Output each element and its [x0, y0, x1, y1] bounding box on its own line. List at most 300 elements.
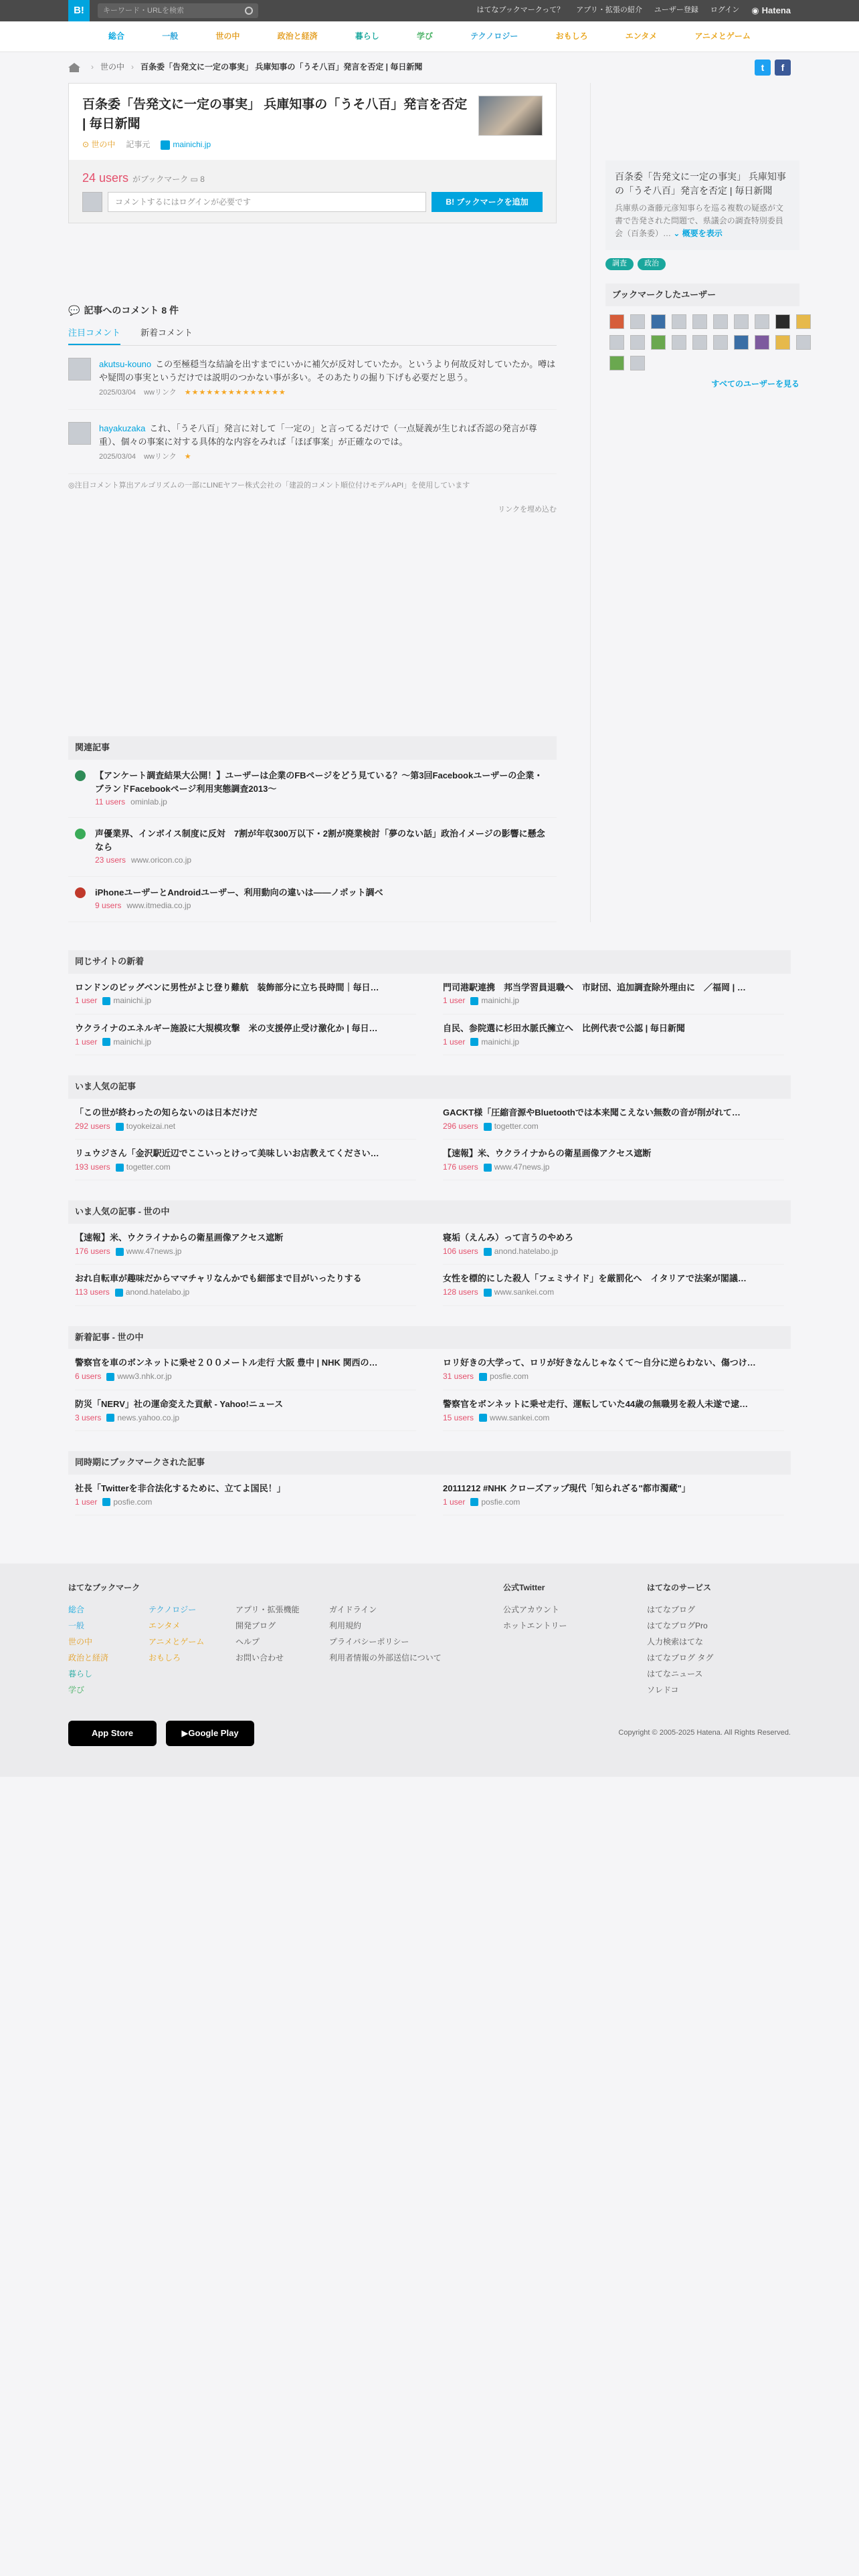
- list-item[interactable]: [443, 1224, 784, 1265]
- footer-link[interactable]: 利用者情報の外部送信について: [329, 1653, 442, 1663]
- copyright: Copyright © 2005-2025 Hatena. All Rights Reserved.: [618, 1729, 791, 1737]
- footer-link[interactable]: お問い合わせ: [235, 1653, 284, 1663]
- show-summary-link[interactable]: [673, 229, 722, 238]
- list-item-title[interactable]: 社長「Twitterを非合法化するために、立てよ国民！」: [75, 1483, 286, 1493]
- favicon-icon: [106, 1414, 114, 1422]
- twitter-icon[interactable]: t: [755, 60, 771, 76]
- list-item[interactable]: [443, 974, 784, 1014]
- article-list-block: [68, 950, 791, 1055]
- related-domain[interactable]: www.itmedia.co.jp: [126, 901, 191, 911]
- list-item-title[interactable]: 【速報】米、ウクライナからの衛星画像アクセス遮断: [75, 1232, 284, 1243]
- favicon-icon: [479, 1373, 487, 1381]
- user-avatar[interactable]: [692, 335, 707, 350]
- sidebar: [590, 83, 799, 922]
- favicon-icon: [484, 1164, 492, 1172]
- user-avatar[interactable]: [609, 314, 624, 329]
- user-avatar[interactable]: [755, 335, 769, 350]
- list-item-users[interactable]: 1 user: [75, 1037, 98, 1047]
- list-item[interactable]: [443, 1014, 784, 1055]
- avatar[interactable]: [68, 358, 91, 381]
- user-avatar[interactable]: [609, 356, 624, 370]
- related-meta: [95, 796, 550, 808]
- app-store-button[interactable]: [68, 1721, 157, 1746]
- related-heading: 関連記事: [68, 736, 557, 760]
- list-item-title[interactable]: 女性を標的にした殺人「フェミサイド」を厳罰化へ イタリアで法案が閣議…: [443, 1273, 747, 1284]
- hatebu-logo[interactable]: B!: [68, 0, 90, 21]
- list-item-domain[interactable]: mainichi.jp: [113, 996, 152, 1006]
- list-item-users[interactable]: 6 users: [75, 1372, 102, 1382]
- footer-hatebu: [68, 1582, 503, 1698]
- list-item-users[interactable]: 193 users: [75, 1162, 110, 1172]
- entry-summary-card: [605, 160, 799, 250]
- footer-services: [647, 1582, 713, 1698]
- top-nav: [476, 5, 791, 17]
- related-users[interactable]: 23 users: [95, 855, 126, 865]
- article-list-block: [68, 1200, 791, 1305]
- user-avatar[interactable]: [755, 314, 769, 329]
- footer-category-link[interactable]: エンタメ: [149, 1621, 181, 1631]
- avatar: [82, 192, 102, 212]
- login-link[interactable]: ログイン: [710, 6, 740, 15]
- list-item-domain[interactable]: mainichi.jp: [113, 1037, 152, 1047]
- footer-category-link[interactable]: 政治と経済: [68, 1653, 109, 1663]
- entry-category[interactable]: [82, 139, 115, 150]
- user-avatar[interactable]: [775, 314, 790, 329]
- list-item-users[interactable]: 113 users: [75, 1287, 110, 1297]
- list-item-users[interactable]: 15 users: [443, 1412, 474, 1422]
- footer-service-link[interactable]: ソレドコ: [647, 1685, 679, 1695]
- favicon-icon: [470, 1498, 478, 1506]
- list-item-title[interactable]: 防災「NERV」社の運命変えた貢献 - Yahoo!ニュース: [75, 1398, 284, 1409]
- list-item-title[interactable]: ロンドンのビッグベンに男性がよじ登り難航 装飾部分に立ち長時間｜毎日…: [75, 982, 379, 992]
- summary-desc-text: 兵庫県の斎藤元彦知事らを巡る複数の疑惑が文書で告発された問題で、県議会の調査特別委員会（百条委）…: [615, 203, 784, 239]
- comment-footer: [99, 387, 557, 399]
- list-item[interactable]: [75, 1390, 416, 1431]
- article-list: [68, 1349, 791, 1430]
- list-item-meta: [75, 1121, 416, 1132]
- list-item-meta: [443, 1037, 784, 1048]
- category-tab[interactable]: テクノロジー: [470, 31, 518, 41]
- chevron-down-icon: ⌄: [673, 229, 682, 239]
- favicon-icon: [102, 1038, 110, 1046]
- list-item-title[interactable]: おれ自転車が趣味だからママチャリなんかでも細部まで目がいったりする: [75, 1273, 362, 1284]
- summary-title[interactable]: 百条委「告発文に一定の事実」 兵庫知事の「うそ八百」発言を否定 | 毎日新聞: [615, 171, 786, 196]
- related-meta: [95, 900, 383, 911]
- list-item-domain[interactable]: www.sankei.com: [490, 1412, 550, 1422]
- footer-category-link[interactable]: テクノロジー: [149, 1605, 197, 1615]
- favicon-icon: [115, 1289, 123, 1297]
- list-item-users[interactable]: 1 user: [443, 1497, 466, 1507]
- category-tab[interactable]: 政治と経済: [277, 31, 318, 41]
- summary-desc: [615, 202, 790, 241]
- footer-link[interactable]: 開発ブログ: [235, 1621, 276, 1631]
- footer-category-link[interactable]: 一般: [68, 1621, 85, 1631]
- list-item-domain[interactable]: togetter.com: [494, 1121, 539, 1131]
- footer-service-link[interactable]: はてなブログPro: [647, 1621, 708, 1631]
- comments-section: [68, 304, 557, 516]
- list-item[interactable]: [75, 1475, 416, 1515]
- tag-list: [605, 258, 791, 270]
- list-item-meta: [443, 1121, 784, 1132]
- article-list: [68, 1099, 791, 1180]
- comment-date[interactable]: 2025/03/04: [99, 388, 136, 397]
- related-item[interactable]: [68, 877, 557, 922]
- comment-links[interactable]: wwリンク: [144, 388, 177, 397]
- main-column: [68, 83, 557, 922]
- list-item-domain[interactable]: posfie.com: [481, 1497, 520, 1507]
- comment-username[interactable]: hayakuzaka: [99, 423, 146, 433]
- list-item-domain[interactable]: www.sankei.com: [494, 1287, 555, 1297]
- list-item-title[interactable]: ウクライナのエネルギー施設に大規模攻撃 米の支援停止受け激化か | 毎日…: [75, 1023, 378, 1033]
- list-item-title[interactable]: 自民、参院選に杉田水脈氏擁立へ 比例代表で公認 | 毎日新聞: [443, 1023, 685, 1033]
- list-item-meta: [75, 1497, 416, 1508]
- footer-category-link[interactable]: おもしろ: [149, 1653, 181, 1663]
- list-item-users[interactable]: 3 users: [75, 1412, 102, 1422]
- footer: [0, 1564, 859, 1777]
- list-item-users[interactable]: 292 users: [75, 1121, 110, 1131]
- apps-link[interactable]: アプリ・拡張の紹介: [576, 6, 642, 15]
- comments-heading: [68, 304, 557, 317]
- search-icon[interactable]: [245, 7, 253, 15]
- share-buttons: [755, 60, 791, 76]
- list-item-meta: [443, 1287, 784, 1298]
- list-item[interactable]: [75, 1140, 416, 1180]
- list-item-users[interactable]: 296 users: [443, 1121, 478, 1131]
- list-item-domain[interactable]: mainichi.jp: [481, 1037, 520, 1047]
- breadcrumb: [68, 52, 791, 83]
- article-source-label: 記事元: [126, 140, 151, 149]
- entry-meta: [82, 139, 478, 150]
- play-icon: ▶: [181, 1727, 189, 1738]
- list-item-meta: [75, 1371, 416, 1382]
- related-title[interactable]: 声優業界、インボイス制度に反対 7割が年収300万以下・2割が廃業検討「夢のない話」政治イメージの影響に懸念なら: [95, 829, 545, 852]
- list-item-title[interactable]: ロリ好きの大学って、ロリが好きなんじゃなくて〜自分に逆らわない、傷つけ…: [443, 1358, 756, 1368]
- list-heading: 同時期にブックマークされた記事: [68, 1451, 791, 1475]
- entry-thumbnail[interactable]: [478, 96, 543, 136]
- list-item-domain[interactable]: posfie.com: [113, 1497, 153, 1507]
- bookmark-area: [69, 160, 556, 223]
- star-rating[interactable]: ★: [184, 453, 192, 461]
- user-avatar[interactable]: [630, 335, 645, 350]
- comment-text-line: [99, 422, 557, 449]
- list-item-title[interactable]: 【速報】米、ウクライナからの衛星画像アクセス遮断: [443, 1148, 652, 1159]
- list-item-users[interactable]: 31 users: [443, 1372, 474, 1382]
- article-list: [68, 1475, 791, 1515]
- category-icon: ⊙: [82, 140, 92, 149]
- site-favicon-icon: [75, 829, 86, 839]
- category-tab[interactable]: 総合: [108, 31, 125, 41]
- list-item[interactable]: [443, 1099, 784, 1140]
- list-item-meta: [443, 1246, 784, 1257]
- breadcrumb-current: 百条委「告発文に一定の事実」 兵庫知事の「うそ八百」発言を否定 | 毎日新聞: [140, 62, 423, 72]
- google-play-label: Google Play: [188, 1727, 239, 1738]
- search-input[interactable]: [103, 7, 245, 15]
- list-item[interactable]: [443, 1349, 784, 1390]
- list-item-title[interactable]: 寝垢（えんみ）って言うのやめろ: [443, 1232, 574, 1243]
- comment-item: [68, 410, 557, 474]
- footer-twitter-link[interactable]: 公式アカウント: [503, 1605, 559, 1615]
- user-avatar[interactable]: [796, 335, 811, 350]
- list-item-meta: [75, 995, 416, 1006]
- hatena-logo[interactable]: [751, 5, 791, 17]
- list-heading: 同じサイトの新着: [68, 950, 791, 974]
- footer-category-link[interactable]: 暮らし: [68, 1669, 93, 1679]
- footer-link[interactable]: ガイドライン: [329, 1605, 377, 1615]
- list-item-title[interactable]: 「この世が終わったの知らないのは日本だけだ: [75, 1107, 258, 1117]
- list-item-users[interactable]: 1 user: [75, 996, 98, 1006]
- list-item-domain[interactable]: www.47news.jp: [126, 1246, 182, 1256]
- list-item-domain[interactable]: mainichi.jp: [481, 996, 520, 1006]
- speech-bubble-icon: 💬: [68, 305, 80, 316]
- users-count[interactable]: [82, 169, 543, 187]
- footer-services-title: はてなのサービス: [647, 1583, 712, 1592]
- comment-date[interactable]: 2025/03/04: [99, 453, 136, 461]
- list-item-users[interactable]: 106 users: [443, 1246, 478, 1256]
- list-item-meta: [75, 1412, 416, 1424]
- favicon-icon: [102, 1498, 110, 1506]
- article-list-block: [68, 1075, 791, 1180]
- list-item-domain[interactable]: posfie.com: [490, 1372, 529, 1382]
- list-item[interactable]: [75, 1265, 416, 1305]
- comment-text: これ、「うそ八百」発言に対して「一定の」と言ってるだけで（一点疑義が生じれば否認の発言が尊重）、個々の事案に対する具体的な内容をみれば「ほぼ事案」が正確なのでは。: [99, 423, 537, 447]
- footer-twitter-link[interactable]: ホットエントリー: [503, 1621, 567, 1631]
- list-item-domain[interactable]: anond.hatelabo.jp: [125, 1287, 190, 1297]
- list-item[interactable]: [443, 1265, 784, 1305]
- user-avatar[interactable]: [734, 335, 749, 350]
- category-tab[interactable]: 一般: [162, 31, 179, 41]
- user-avatar[interactable]: [672, 335, 686, 350]
- comments-heading-text: 記事へのコメント 8 件: [84, 305, 179, 316]
- home-icon[interactable]: [68, 63, 80, 72]
- footer-category-link[interactable]: アニメとゲーム: [149, 1637, 205, 1647]
- list-item[interactable]: [75, 1349, 416, 1390]
- related-section: [68, 736, 557, 922]
- favicon-icon: [161, 140, 170, 150]
- star-rating[interactable]: ★★★★★★★★★★★★★★: [184, 388, 286, 397]
- list-item[interactable]: [75, 1099, 416, 1140]
- comment-tabs: [68, 327, 557, 346]
- user-avatar[interactable]: [651, 335, 666, 350]
- category-tab[interactable]: 暮らし: [355, 31, 379, 41]
- list-item-domain[interactable]: www3.nhk.or.jp: [117, 1372, 172, 1382]
- footer-service-link[interactable]: はてなブログ タグ: [647, 1653, 714, 1663]
- tab-new[interactable]: 新着コメント: [140, 327, 193, 338]
- google-play-button[interactable]: [166, 1721, 254, 1746]
- user-avatar[interactable]: [692, 314, 707, 329]
- list-item-users[interactable]: 1 user: [75, 1497, 98, 1507]
- favicon-icon: [116, 1123, 124, 1131]
- favicon-icon: [484, 1248, 492, 1256]
- comment-body: [99, 422, 557, 463]
- user-avatar[interactable]: [713, 314, 728, 329]
- user-avatar[interactable]: [775, 335, 790, 350]
- list-item-meta: [443, 1497, 784, 1508]
- comment-icon: ▭: [190, 175, 198, 185]
- list-item-meta: [75, 1037, 416, 1048]
- footer-category-link[interactable]: 世の中: [68, 1637, 93, 1647]
- related-users[interactable]: 11 users: [95, 797, 126, 807]
- list-item[interactable]: [75, 1014, 416, 1055]
- footer-twitter-title: 公式Twitter: [503, 1583, 545, 1592]
- footer-link[interactable]: 利用規約: [329, 1621, 362, 1631]
- footer-link[interactable]: アプリ・拡張機能: [235, 1605, 300, 1615]
- favicon-icon: [106, 1373, 114, 1381]
- add-bookmark-button[interactable]: B! ブックマークを追加: [432, 192, 543, 212]
- footer-category-link[interactable]: 総合: [68, 1605, 85, 1615]
- entry-domain[interactable]: [161, 139, 211, 150]
- entry-domain-text: mainichi.jp: [173, 140, 211, 149]
- list-item-users[interactable]: 176 users: [443, 1162, 478, 1172]
- favicon-icon: [102, 997, 110, 1005]
- article-list-block: [68, 1326, 791, 1431]
- favicon-icon: [484, 1123, 492, 1131]
- related-item[interactable]: [68, 760, 557, 818]
- footer-link[interactable]: ヘルプ: [235, 1637, 260, 1647]
- category-tab[interactable]: アニメとゲーム: [694, 31, 751, 41]
- list-item[interactable]: [75, 1224, 416, 1265]
- related-domain[interactable]: ominlab.jp: [130, 797, 167, 807]
- facebook-icon[interactable]: f: [775, 60, 791, 76]
- category-tab[interactable]: 世の中: [215, 31, 240, 41]
- entry-box: [68, 83, 557, 223]
- bookmark-label: がブックマーク: [132, 175, 189, 185]
- footer-service-link[interactable]: はてなニュース: [647, 1669, 703, 1679]
- list-item-title[interactable]: 門司港駅連携 邦当学習員退職へ 市財団、追加調査除外理由に ／福岡 | …: [443, 982, 746, 992]
- footer-hatebu-title: はてなブックマーク: [68, 1583, 140, 1592]
- list-item-domain[interactable]: toyokeizai.net: [126, 1121, 176, 1131]
- entry-title[interactable]: 百条委「告発文に一定の事実」 兵庫知事の「うそ八百」発言を否定 | 毎日新聞: [82, 98, 468, 131]
- tag[interactable]: 調査: [605, 258, 634, 270]
- category-tab[interactable]: おもしろ: [555, 31, 588, 41]
- favicon-icon: [470, 997, 478, 1005]
- list-item-title[interactable]: GACKT様「圧縮音源やBluetoothでは本来聞こえない無数の音が削がれて…: [443, 1107, 741, 1117]
- footer-twitter: [503, 1582, 647, 1698]
- tag[interactable]: 政治: [638, 258, 666, 270]
- list-item-title[interactable]: 警察官を車のボンネットに乗せ２００メートル走行 大阪 豊中 | NHK 関西の…: [75, 1358, 378, 1368]
- favicon-icon: [479, 1414, 487, 1422]
- user-avatar[interactable]: [651, 314, 666, 329]
- comment-item: [68, 346, 557, 410]
- article-list-block: [68, 1451, 791, 1515]
- users-count-value: 24 users: [82, 171, 129, 185]
- list-item-title[interactable]: 警察官をボンネットに乗せ走行、運転していた44歳の無職男を殺人未遂で逮…: [443, 1398, 749, 1409]
- related-meta: [95, 855, 550, 866]
- related-title[interactable]: 【アンケート調査結果大公開！】ユーザーは企業のFBページをどう見ている？〜第3回Facebookユーザーの企業・ブランドFacebookページ利用実態調査2013〜: [95, 770, 543, 794]
- footer-link[interactable]: プライバシーポリシー: [329, 1637, 409, 1647]
- top-bar: [0, 0, 859, 21]
- list-item[interactable]: [443, 1390, 784, 1431]
- favicon-icon: [116, 1248, 124, 1256]
- related-users[interactable]: 9 users: [95, 901, 122, 911]
- show-summary-label: 概要を表示: [682, 229, 723, 239]
- list-item-meta: [75, 1162, 416, 1173]
- list-item-meta: [443, 995, 784, 1006]
- favicon-icon: [470, 1038, 478, 1046]
- list-item[interactable]: [443, 1140, 784, 1180]
- site-favicon-icon: [75, 770, 86, 781]
- favicon-icon: [484, 1289, 492, 1297]
- comment-body: [99, 358, 557, 399]
- list-heading: いま人気の記事 - 世の中: [68, 1200, 791, 1224]
- list-item-title[interactable]: リュウジさん「金沢駅近辺でここいっとけって美味しいお店教えてください…: [75, 1148, 379, 1159]
- signup-link[interactable]: ユーザー登録: [654, 6, 698, 15]
- breadcrumb-section[interactable]: 世の中: [100, 62, 125, 72]
- list-item-domain[interactable]: www.47news.jp: [494, 1162, 550, 1172]
- user-avatar[interactable]: [796, 314, 811, 329]
- footer-service-link[interactable]: はてなブログ: [647, 1605, 696, 1615]
- comment-input[interactable]: コメントするにはログインが必要です: [108, 192, 426, 212]
- related-domain[interactable]: www.oricon.co.jp: [131, 855, 192, 865]
- category-nav: [0, 21, 859, 52]
- tab-featured[interactable]: 注目コメント: [68, 327, 120, 345]
- list-item-meta: [443, 1162, 784, 1173]
- hatena-icon: ◉: [751, 5, 759, 15]
- user-avatar[interactable]: [630, 356, 645, 370]
- related-title[interactable]: iPhoneユーザーとAndroidユーザー、利用動向の違いは——ノポット調べ: [95, 887, 383, 897]
- category-tab[interactable]: エンタメ: [625, 31, 658, 41]
- list-item-users[interactable]: 128 users: [443, 1287, 478, 1297]
- algorithm-note: ◎注目コメント算出アルゴリズムの一部にLINEヤフー株式会社の「建設的コメント順位付けモデルAPI」を使用しています: [68, 481, 470, 490]
- embed-link[interactable]: リンクを埋め込む: [498, 506, 557, 514]
- chevron-right-icon: ›: [131, 62, 134, 72]
- list-item-domain[interactable]: togetter.com: [126, 1162, 171, 1172]
- footer-category-link[interactable]: 学び: [68, 1685, 85, 1695]
- article-list: [68, 1224, 791, 1305]
- avatar[interactable]: [68, 422, 91, 445]
- comment-links[interactable]: wwリンク: [144, 453, 177, 461]
- site-favicon-icon: [75, 887, 86, 898]
- bookmark-users-heading: ブックマークしたユーザー: [605, 284, 799, 307]
- list-item[interactable]: [75, 974, 416, 1014]
- user-avatar[interactable]: [734, 314, 749, 329]
- list-item-users[interactable]: 1 user: [443, 996, 466, 1006]
- user-avatar[interactable]: [630, 314, 645, 329]
- list-item-meta: [443, 1371, 784, 1382]
- list-item-users[interactable]: 1 user: [443, 1037, 466, 1047]
- footer-service-link[interactable]: 人力検索はてな: [647, 1637, 704, 1647]
- comment-footer: [99, 451, 557, 463]
- user-avatar[interactable]: [713, 335, 728, 350]
- list-item[interactable]: [443, 1475, 784, 1515]
- comment-text: この至極穏当な結論を出すまでにいかに補欠が反対していたか。というより何故反対していたか。噂はや疑問の事実というだけでは説明のつかない事が多い。そのあたりの掘り下げも必要だと思う。: [99, 358, 556, 383]
- list-item-users[interactable]: 176 users: [75, 1246, 110, 1256]
- user-avatar[interactable]: [672, 314, 686, 329]
- article-list: [68, 974, 791, 1055]
- about-link[interactable]: はてなブックマークって？: [476, 6, 565, 15]
- favicon-icon: [116, 1164, 124, 1172]
- list-item-domain[interactable]: news.yahoo.co.jp: [117, 1412, 180, 1422]
- app-store-label: App Store: [91, 1727, 134, 1738]
- list-heading: 新着記事 - 世の中: [68, 1326, 791, 1350]
- list-item-meta: [75, 1246, 416, 1257]
- comment-text-line: [99, 358, 557, 385]
- related-item[interactable]: [68, 818, 557, 876]
- list-item-meta: [443, 1412, 784, 1424]
- search-box[interactable]: [98, 3, 258, 18]
- list-item-meta: [75, 1287, 416, 1298]
- list-heading: いま人気の記事: [68, 1075, 791, 1099]
- category-tab[interactable]: 学び: [416, 31, 433, 41]
- hatena-logo-text: Hatena: [761, 5, 791, 15]
- comment-count: 8: [200, 175, 205, 185]
- bookmark-users: [605, 284, 799, 391]
- list-item-title[interactable]: 20111212 #NHK クローズアップ現代「知られざる"都市濁蔵"」: [443, 1483, 690, 1493]
- user-avatar[interactable]: [609, 335, 624, 350]
- list-item-domain[interactable]: anond.hatelabo.jp: [494, 1246, 559, 1256]
- chevron-right-icon: ›: [91, 62, 94, 72]
- all-users-link[interactable]: すべてのユーザーを見る: [711, 379, 799, 389]
- comment-username[interactable]: akutsu-kouno: [99, 358, 152, 369]
